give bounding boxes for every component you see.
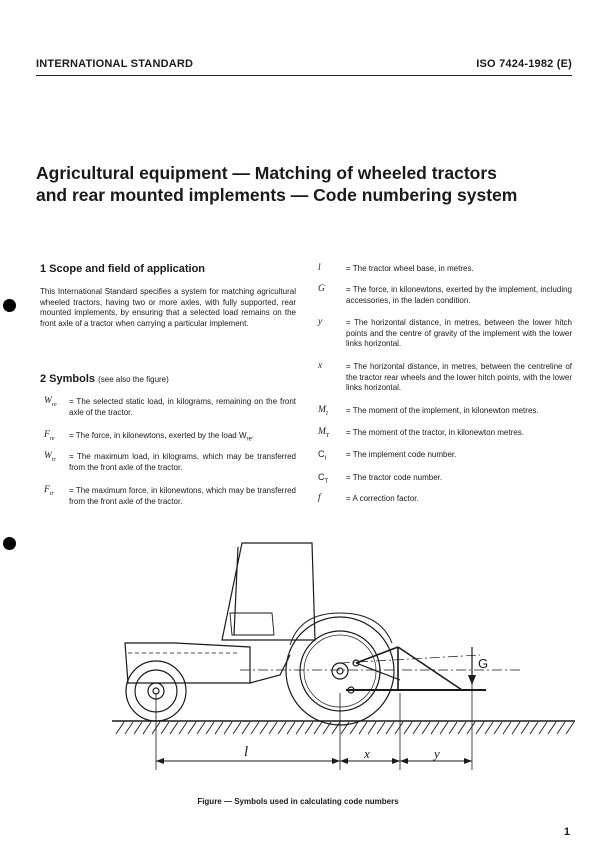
- centre-line-top: [340, 655, 480, 663]
- symbol: x: [318, 361, 323, 371]
- label-g: G: [478, 656, 489, 671]
- symbol: $W_{tr}$: [44, 451, 56, 463]
- ground-hatch: [332, 722, 340, 734]
- ground-hatch: [458, 722, 466, 734]
- symbol-definition: = The tractor code number.: [346, 473, 443, 482]
- ground-hatch: [467, 722, 475, 734]
- symbol-definition: = The horizontal distance, in metres, between the centreline of the tractor rear wheels and the lower hitch points, with the lower links horizontal.: [346, 362, 572, 392]
- symbol-definition: = The force, in kilonewtons, exerted by the load $W_{re}$.: [69, 431, 255, 443]
- header-right: ISO 7424-1982 (E): [476, 58, 572, 70]
- section-2-title: 2 Symbols: [40, 373, 96, 385]
- symbol-definition: = The force, in kilonewtons, exerted by the implement, including accessories, in the laden condition.: [346, 285, 572, 305]
- tractor-drawing: [125, 543, 520, 770]
- ground-hatch: [161, 722, 169, 734]
- rear-hub: [332, 663, 348, 679]
- symbol: G: [318, 284, 325, 294]
- section-2-heading: [40, 373, 169, 385]
- symbol-definition: = The implement code number.: [346, 450, 457, 459]
- ground-hatch: [233, 722, 241, 734]
- title-line-2: and rear mounted implements — Code numbering system: [36, 185, 518, 205]
- ground-hatch: [242, 722, 250, 734]
- ground-hatch: [116, 722, 124, 734]
- ground-hatch: [314, 722, 322, 734]
- chassis-line: [250, 655, 290, 683]
- header-rule: [36, 75, 572, 76]
- label-y: y: [434, 746, 440, 761]
- ground-hatch: [512, 722, 520, 734]
- ground-hatch: [422, 722, 430, 734]
- figure-caption: Figure — Symbols used in calculating code numbers: [197, 797, 399, 806]
- symbol-definition: = A correction factor.: [346, 494, 419, 503]
- symbol: $C_T$: [318, 472, 329, 485]
- symbol-definition: = The moment of the tractor, in kilonewton metres.: [346, 428, 524, 437]
- implement-brace: [398, 647, 462, 690]
- ground-hatch: [125, 722, 133, 734]
- ground-hatch: [548, 722, 556, 734]
- tractor-figure: [0, 525, 596, 785]
- ground-hatch: [557, 722, 565, 734]
- ground-hatch: [251, 722, 259, 734]
- page-number: 1: [563, 826, 570, 838]
- ground-hatch: [341, 722, 349, 734]
- symbol: y: [318, 317, 323, 327]
- ground-hatch: [260, 722, 268, 734]
- ground-hatch: [170, 722, 178, 734]
- ground-hatch: [143, 722, 151, 734]
- ground-hatch: [287, 722, 295, 734]
- force-g-arrow: [468, 647, 476, 685]
- ground-hatch: [539, 722, 547, 734]
- ground-hatch: [188, 722, 196, 734]
- title-line-1: Agricultural equipment — Matching of wheeled tractors: [36, 163, 497, 183]
- ground-hatch: [449, 722, 457, 734]
- section-2-note: (see also the figure): [98, 375, 169, 384]
- symbol: $C_I$: [318, 449, 327, 462]
- ground-hatch: [395, 722, 403, 734]
- ground-hatch: [278, 722, 286, 734]
- symbol: $F_{re}$: [44, 430, 55, 442]
- ground-hatch: [413, 722, 421, 734]
- ground-hatch: [431, 722, 439, 734]
- symbol: $F_{tr}$: [44, 485, 54, 497]
- ground-hatch: [476, 722, 484, 734]
- ground-hatch: [485, 722, 493, 734]
- ground-hatch: [197, 722, 205, 734]
- ground-hatch: [503, 722, 511, 734]
- ground-hatch: [359, 722, 367, 734]
- ground-hatch: [566, 722, 574, 734]
- symbol: $M_T$: [318, 427, 330, 439]
- rear-axle: [337, 668, 343, 674]
- ground-hatch: [296, 722, 304, 734]
- symbol-definition: = The moment of the implement, in kilonewton metres.: [346, 406, 539, 415]
- ground-hatch: [179, 722, 187, 734]
- cab-pillar: [234, 547, 238, 635]
- symbol-definition: = The tractor wheel base, in metres.: [346, 264, 474, 273]
- ground-hatch: [224, 722, 232, 734]
- section-1-text: This International Standard specifies a system for matching agricultural wheeled tractors, having two or more axles, with fully supported, rear mounted implements, by ensuring that a selected load remains on the front axle of a tractor when carrying a particular implement.: [40, 287, 296, 328]
- ground-hatch: [494, 722, 502, 734]
- ground-hatch: [530, 722, 538, 734]
- symbol: $W_{re}$: [44, 396, 57, 408]
- ground-hatch: [206, 722, 214, 734]
- ground-hatch: [377, 722, 385, 734]
- ground-hatch: [521, 722, 529, 734]
- symbol: $M_I$: [318, 405, 328, 417]
- ground-hatch: [269, 722, 277, 734]
- ground-hatch: [215, 722, 223, 734]
- ground-hatch: [440, 722, 448, 734]
- ground-hatch: [134, 722, 142, 734]
- ground: [112, 721, 575, 734]
- symbol-definition: = The maximum load, in kilograms, which may be transferred from the front axle of the tractor.: [69, 452, 296, 472]
- punch-hole-top: [3, 299, 16, 312]
- header-left: INTERNATIONAL STANDARD: [36, 58, 194, 70]
- ground-hatch: [404, 722, 412, 734]
- ground-hatch: [386, 722, 394, 734]
- label-x: x: [364, 746, 370, 761]
- symbol: f: [318, 493, 321, 503]
- dimension-line: [156, 758, 472, 764]
- symbol: l: [318, 263, 321, 273]
- label-l: l: [244, 744, 249, 760]
- ground-hatch: [305, 722, 313, 734]
- cab-window: [230, 613, 274, 635]
- symbol-definition: = The selected static load, in kilograms, remaining on the front axle of the tractor.: [69, 397, 296, 417]
- symbol-definition: = The maximum force, in kilonewtons, which may be transferred from the front axle of the tractor.: [69, 486, 296, 506]
- section-1-heading: 1 Scope and field of application: [40, 263, 206, 275]
- symbol-definition: = The horizontal distance, in metres, between the lower hitch points and the centre of gravity of the implement with the lower links horizontal.: [346, 318, 572, 348]
- page-title: [36, 162, 576, 206]
- ground-hatch: [368, 722, 376, 734]
